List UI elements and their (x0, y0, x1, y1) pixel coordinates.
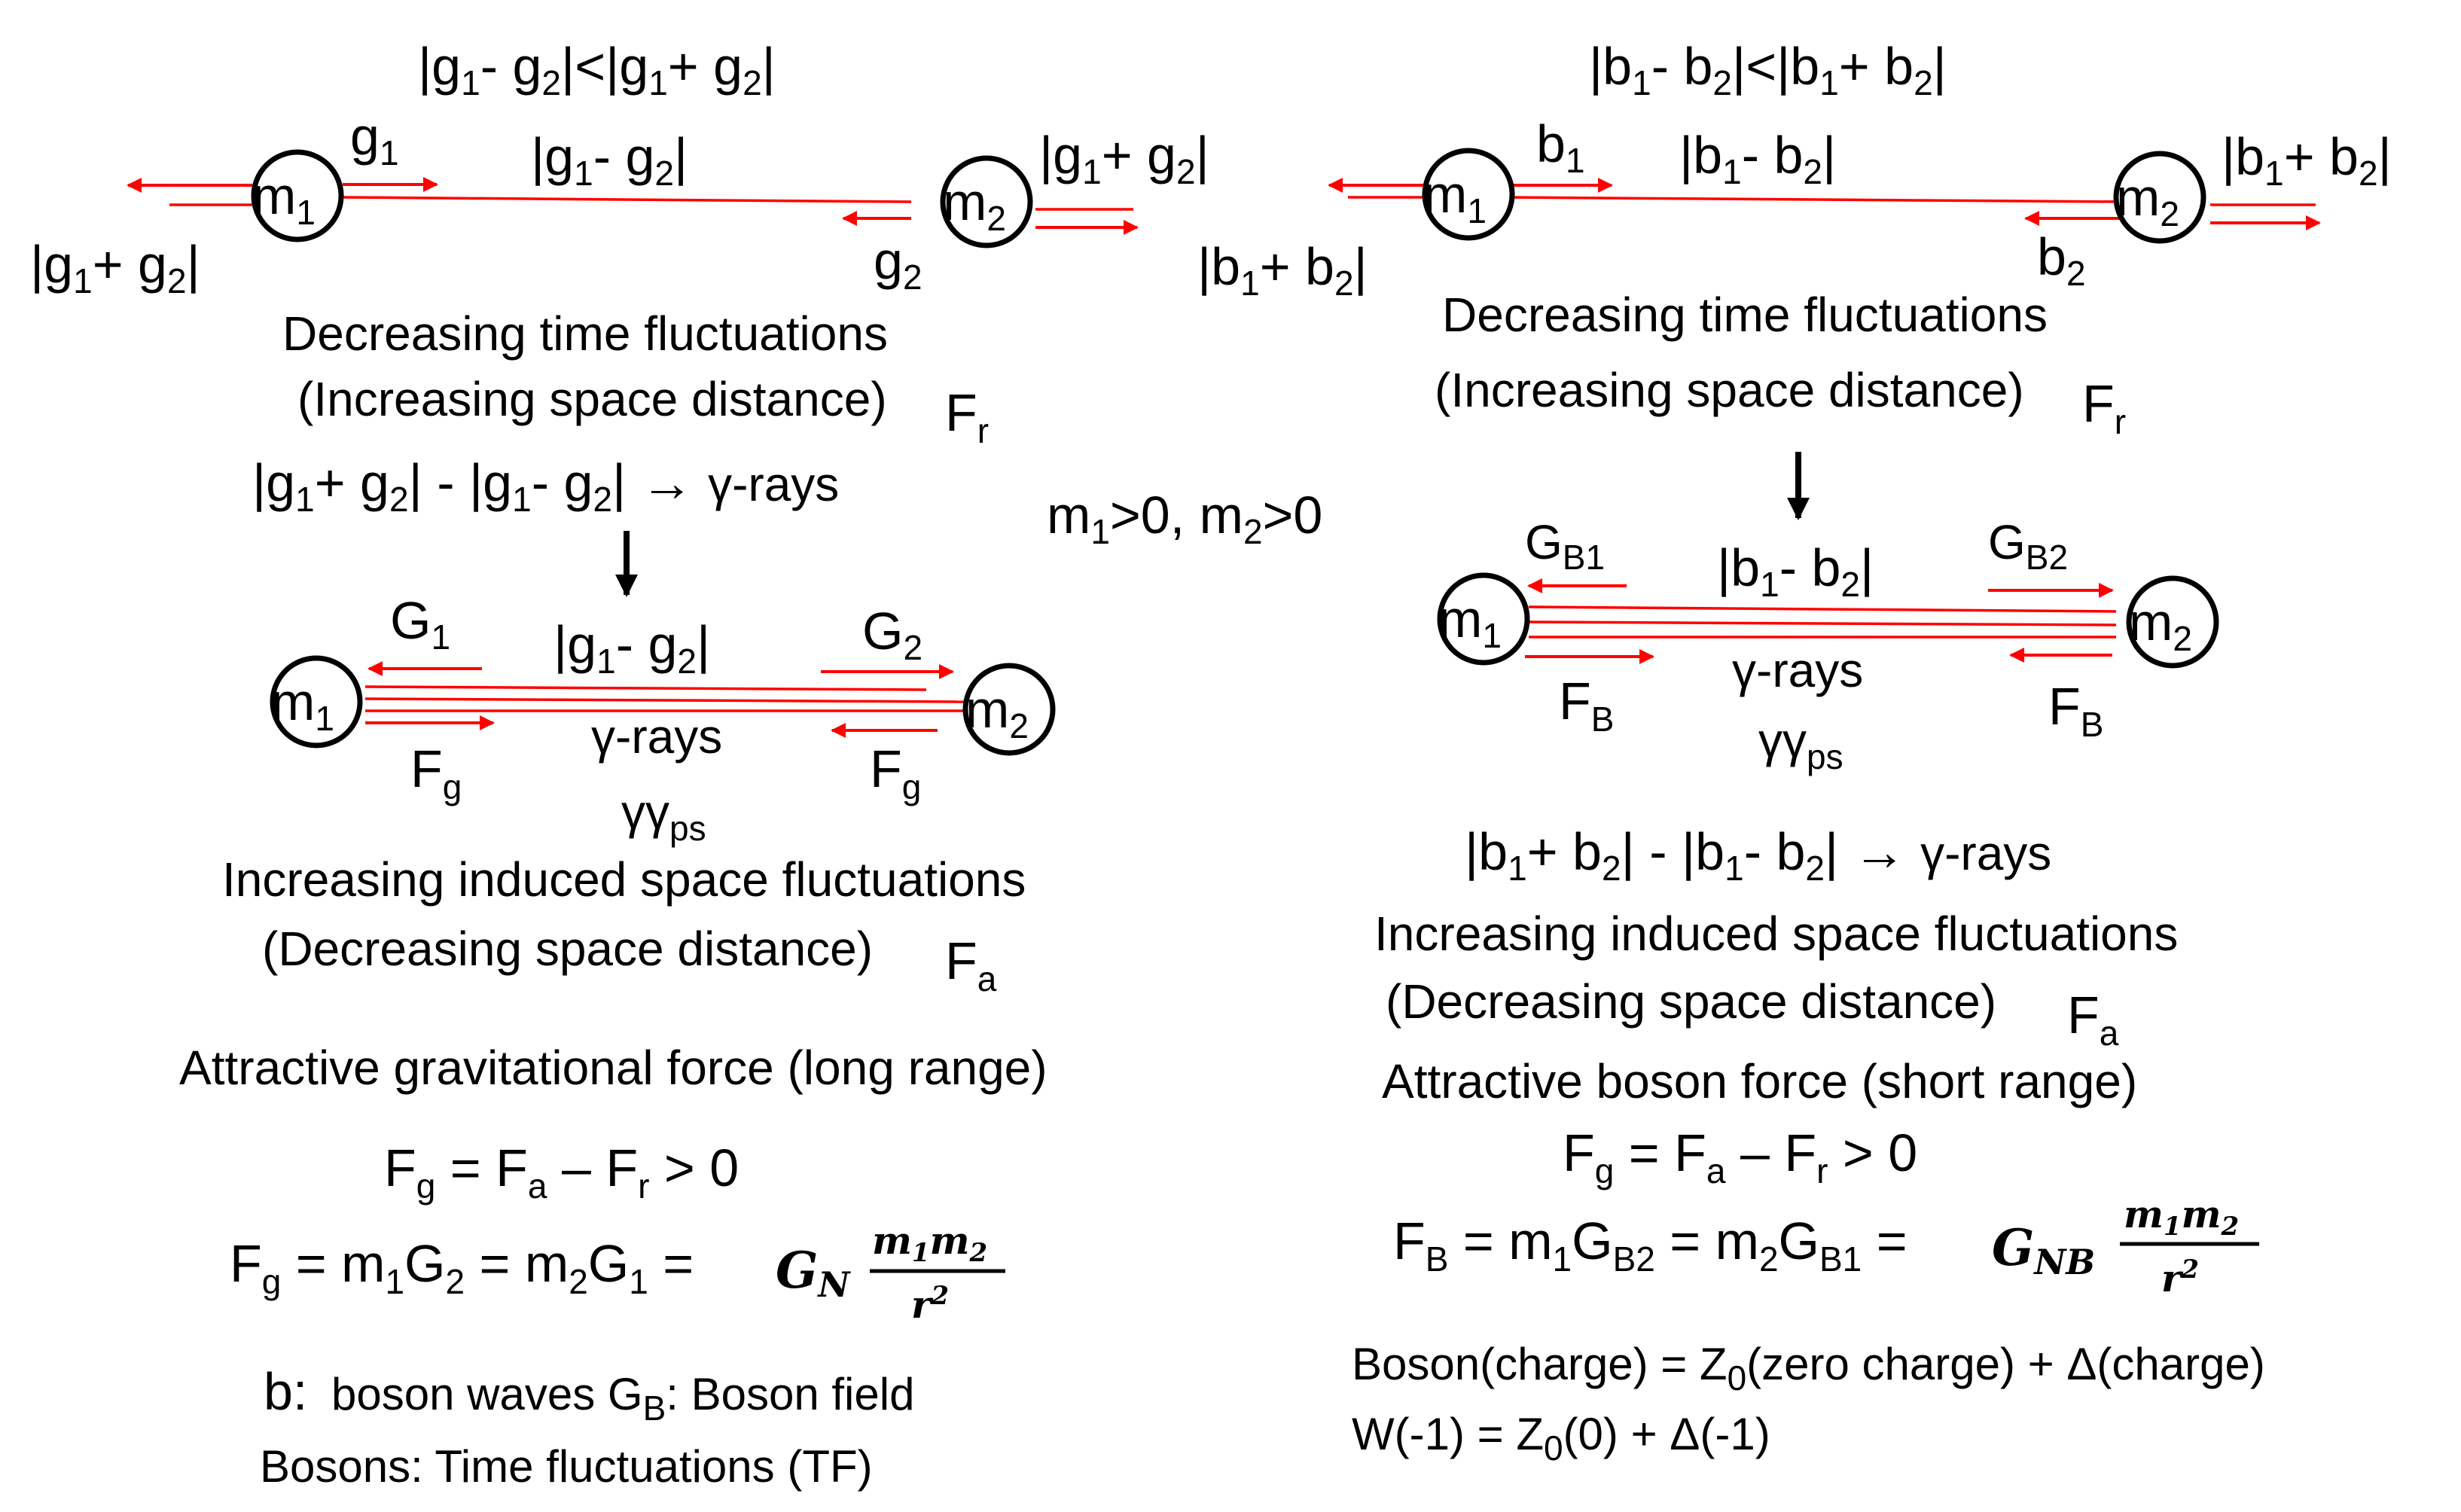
left-frac-den: $r^2$ (911, 1281, 950, 1327)
left-force-desc: Attractive gravitational force (long range) (179, 1041, 1048, 1095)
left-diff-label: $|g_1-$ $g_2|$ (531, 127, 688, 193)
right-gamma-formula: $|b_1+ b_2| - |b_1-$ $b_2|$ → γ-rays (1465, 822, 2052, 888)
left-note1: boson waves $G_B$: Boson field (331, 1369, 915, 1428)
right-frac-num: $m_1m_2$ (2124, 1192, 2240, 1242)
right-panel (1197, 37, 2392, 1468)
middle-masses: $m_1>0$, $m_2>0$ (1047, 486, 1323, 551)
right-m2-lower-label: $m_2$ (2129, 593, 2192, 658)
m2-lower-label: $m_2$ (965, 680, 1029, 745)
right-right-FB-label: $F_B$ (2048, 677, 2104, 744)
left-top-connector (343, 197, 911, 202)
right-m1-lower-label: $m_1$ (1438, 590, 1502, 655)
b2-label: $b_2$ (2037, 227, 2086, 293)
right-sum-left-label: $|b_1+ b_2|$ (1197, 237, 1368, 303)
right-gamma-ps: $\gamma\gamma_{ps}$ (1758, 713, 1843, 776)
left-lower-line1 (365, 687, 926, 690)
left-eq2: $F_g = m_1G_2 = m_2G_1$ = (230, 1234, 694, 1301)
right-force-desc: Attractive boson force (short range) (1382, 1054, 2138, 1108)
right-diff-label: $|b_1-$ $b_2|$ (1679, 126, 1837, 191)
right-Fg-label: $F_g$ (870, 739, 922, 806)
right-Fr: $F_r$ (2082, 374, 2127, 441)
left-eq1: $F_g = F_a - F_r > 0$ (384, 1139, 740, 1206)
left-gamma-rays: γ-rays (591, 709, 723, 764)
b1-label: $b_1$ (1536, 114, 1585, 180)
left-Fa: $F_a$ (945, 931, 997, 998)
left-caption4: (Decreasing space distance) (262, 922, 874, 976)
left-sum-label: $|g_1+ g_2|$ (30, 235, 200, 300)
left-panel (30, 37, 1209, 1492)
left-note1-b: b: (264, 1362, 308, 1421)
right-sum-label: $|g_1+ g_2|$ (1039, 126, 1209, 191)
right-note2: $W(-1) = Z_0(0) + \Delta(-1)$ (1352, 1409, 1770, 1468)
left-lower-line2 (365, 699, 964, 702)
right-GNB: GNB (1992, 1218, 2096, 1282)
left-frac-num: $m_1m_2$ (872, 1218, 988, 1268)
left-caption2: (Increasing space distance) (297, 372, 887, 426)
G1-label: $G_1$ (390, 591, 451, 657)
right-caption2: (Increasing space distance) (1435, 363, 2024, 417)
right-eq1: $F_g = F_a - F_r > 0$ (1563, 1123, 1918, 1190)
left-top-formula: $|g_1-$ $g_2|<|g_1+ g_2|$ (418, 37, 776, 102)
right-frac-den: $r^2$ (2161, 1254, 2200, 1300)
m2-label: $m_2$ (943, 172, 1006, 238)
right-diff2-label: $|b_1-$ $b_2|$ (1717, 538, 1874, 604)
left-GN: GN (776, 1241, 850, 1305)
right-caption3: Increasing induced space fluctuations (1374, 907, 2179, 961)
left-gamma-formula: $|g_1+ g_2| - |g_1-$ $g_2|$ → γ-rays (252, 453, 840, 519)
GB1-label: $G_{B1}$ (1525, 515, 1606, 577)
right-m2-label: $m_2$ (2116, 168, 2179, 233)
left-diff2-label: $|g_1-$ $g_2|$ (553, 615, 711, 681)
left-caption3: Increasing induced space fluctuations (222, 852, 1026, 907)
right-note1: Boson(charge) = $Z_0(zero$ charge) + Δ(charge) (1352, 1339, 2265, 1398)
right-top-connector (1502, 197, 2124, 202)
right-caption1: Decreasing time fluctuations (1442, 288, 2048, 342)
right-eq2: $F_B = m_1G_{B2} = m_2G_{B1}$ = (1393, 1212, 1908, 1279)
right-lower-line1 (1529, 607, 2116, 611)
right-sum-right-label: $|b_1+ b_2|$ (2222, 127, 2392, 193)
right-top-formula: $|b_1-$ $b_2|<|b_1+ b_2|$ (1589, 37, 1947, 102)
m1-label: $m_1$ (252, 166, 316, 232)
g2-label: $g_2$ (874, 231, 922, 297)
left-Fg-label: $F_g$ (410, 739, 462, 806)
G2-label: $G_2$ (862, 602, 923, 667)
left-Fr: $F_r$ (945, 383, 990, 450)
right-Fa: $F_a$ (2067, 986, 2119, 1053)
left-gamma-ps: $\gamma\gamma_{ps}$ (621, 785, 706, 848)
right-gamma-rays: γ-rays (1732, 643, 1864, 697)
left-caption1: Decreasing time fluctuations (282, 306, 888, 361)
right-lower-line2 (1529, 622, 2116, 625)
right-m1-label: $m_1$ (1423, 165, 1487, 230)
right-caption4: (Decreasing space distance) (1386, 974, 1997, 1029)
left-note2: Bosons: Time fluctuations (TF) (260, 1441, 873, 1492)
g1-label: $g_1$ (350, 107, 399, 172)
GB2-label: $G_{B2}$ (1988, 515, 2069, 577)
m1-lower-label: $m_1$ (271, 672, 334, 738)
right-left-FB-label: $F_B$ (1559, 672, 1615, 739)
